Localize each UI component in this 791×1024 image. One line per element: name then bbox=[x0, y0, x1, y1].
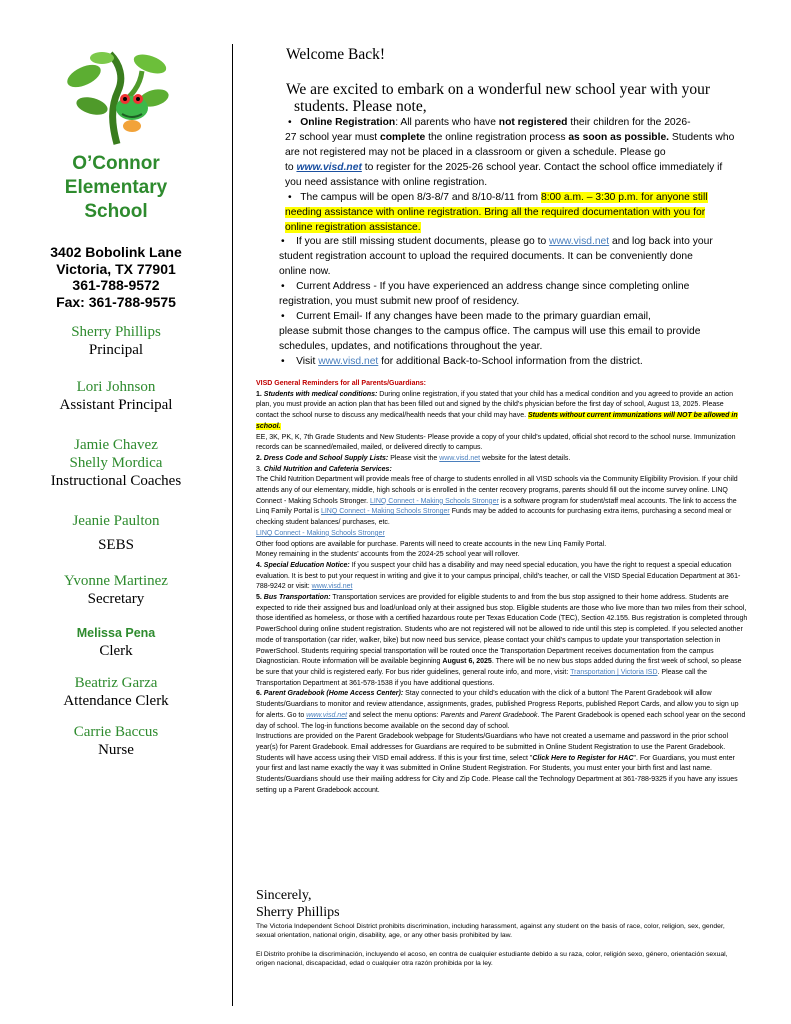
reminder-gradebook-instructions bbox=[256, 732, 748, 796]
reminder-medical bbox=[256, 390, 748, 433]
text: is a software program for student/staff meal accounts. The link to access the Linq Family Portal is bbox=[256, 497, 737, 516]
text: Current Address - If you have experienced an address change since completing online bbox=[296, 281, 690, 292]
intro-line-2: students. Please note, bbox=[294, 98, 427, 115]
bullet-dot: • bbox=[281, 281, 285, 292]
staff-attendance-clerk bbox=[0, 674, 232, 710]
staff-name: Shelly Mordica bbox=[69, 455, 163, 471]
staff-name: Melissa Pena bbox=[76, 626, 156, 640]
reminder-title: Bus Transportation: bbox=[263, 594, 331, 602]
staff-sebs bbox=[0, 512, 232, 554]
staff-role: Instructional Coaches bbox=[50, 473, 182, 489]
highlight-text: needing assistance with online registration. Bring all the required documentation with you for bbox=[285, 207, 706, 218]
bullet-text-line: online now. bbox=[279, 266, 331, 277]
transportation-link[interactable]: Transportation | Victoria ISD bbox=[570, 668, 658, 676]
reminder-title: Child Nutrition and Cafeteria Services: bbox=[263, 465, 392, 473]
highlight-text: 8:00 a.m. – 3:30 p.m. for anyone still bbox=[540, 192, 708, 203]
text: ". For Guardians, you must enter your first and last name exactly the way it was submitted in Online Student Registration. For Students, you must enter your birth first and last name. Students/Guardians should use their mailing address for City and Zip Code. Please call the Technology Department at 361-788-9325 if you have any issues setting up a Parent Gradebook account. bbox=[256, 754, 738, 794]
disclaimer-spanish: El Distrito prohíbe la discriminación, incluyendo el acoso, en contra de cualquier estudiante debido a su raza, color, religión sexo, género, orientación sexual, origen nacional, discapacidad, edad o cualquier otra razón prohibida por la ley. bbox=[256, 951, 728, 967]
text: 27 school year must bbox=[285, 132, 381, 143]
text: Stay connected to your child’s education with the click of a button! The Parent Gradebook will allow Students/Guardians to monitor and review attendance, assignments, grades, published Progress Reports, published Report Cards, and allow you to sign up for alerts. Go to bbox=[256, 690, 739, 719]
bullet-online-registration bbox=[288, 115, 748, 130]
staff-name: Jeanie Paulton bbox=[72, 513, 160, 529]
highlight-text: online registration assistance. bbox=[285, 222, 421, 233]
school-name-line: School bbox=[84, 201, 148, 222]
reminder-number: 2. bbox=[256, 454, 264, 462]
bullet-label: Online Registration bbox=[300, 117, 396, 128]
reminder-dress-code bbox=[256, 454, 748, 465]
staff-name: Lori Johnson bbox=[76, 379, 156, 395]
visd-link[interactable]: www.visd.net bbox=[311, 583, 353, 591]
highlight-text: Students without current immunizations will NOT be allowed in school. bbox=[256, 412, 738, 430]
visd-link[interactable]: www.visd.net bbox=[296, 162, 362, 173]
visd-link[interactable]: www.visd.net bbox=[318, 356, 379, 367]
reminder-number: 4. bbox=[256, 561, 264, 569]
reminder-nutrition-food: Other food options are available for purchase. Parents will need to create accounts in the new Linq Family Portal. bbox=[256, 540, 607, 548]
text: : All parents who have bbox=[395, 117, 499, 128]
reminder-number: 1. bbox=[256, 390, 264, 398]
visd-link[interactable]: www.visd.net bbox=[306, 711, 348, 719]
address-fax: Fax: 361-788-9575 bbox=[56, 293, 176, 310]
bullet-text-line bbox=[285, 130, 755, 145]
text: and select the menu options: bbox=[347, 711, 441, 719]
staff-name: Yvonne Martinez bbox=[64, 573, 168, 589]
reminder-number: 5. bbox=[256, 594, 264, 602]
staff-name: Jamie Chavez bbox=[74, 437, 158, 453]
bullet-missing-documents bbox=[281, 234, 751, 249]
bullet-visit-site bbox=[281, 354, 751, 369]
district-reminders bbox=[256, 379, 748, 796]
text: . The Parent Gradebook is opened each school year on the second day of school. The log-in functions become available on the second day of school. bbox=[256, 711, 746, 730]
reminder-shot-records: EE, 3K, PK, K, 7th Grade Students and New Students- Please provide a copy of your child’s updated, official shot record to the school nurse. Immunization records can be scanned/emailed, mailed, or delivered directly to campus. bbox=[256, 433, 736, 452]
disclaimer-english: The Victoria Independent School District prohibits discrimination, including harassment, against any student on the basis of race, color, religion, sex, gender, sexual orientation, national origin, disability, age, or any other basis prohibited by law. bbox=[256, 923, 725, 939]
sidebar bbox=[0, 0, 232, 1024]
text: . There will be no new bus stops added during the first week of school, so please be sure that your child is registered early. For bus rider guidelines, general route info, and more, visit: bbox=[256, 658, 742, 676]
reminder-number: 3. bbox=[256, 465, 264, 473]
staff-role: Attendance Clerk bbox=[63, 693, 169, 709]
linq-link[interactable]: LINQ Connect - Making Schools Stronger bbox=[320, 508, 450, 516]
staff-role: Assistant Principal bbox=[59, 397, 173, 413]
text: to register for the 2025-26 school year. Contact the school office immediately if bbox=[361, 162, 723, 173]
address-phone: 361-788-9572 bbox=[72, 277, 160, 293]
staff-secretary bbox=[0, 572, 232, 608]
staff-nurse bbox=[0, 723, 232, 759]
text: Funds may be added to accounts for purchasing extra items, purchasing a second meal or checking student balances/ purchases, etc. bbox=[256, 508, 732, 527]
signer-name: Sherry Phillips bbox=[256, 905, 340, 920]
bullet-text-line: schedules, updates, and notifications throughout the year. bbox=[279, 341, 543, 352]
reminder-gradebook bbox=[256, 689, 748, 732]
text: If you suspect your child has a disability and may need special education, you have the right to request a special education evaluation. It is best to put your request in writing and give it to your campus principal, child’s teacher, or call the VISD Special Education Department at 361-788-9242 or visit: bbox=[256, 561, 741, 591]
bullet-dot: • bbox=[281, 311, 285, 322]
staff-assistant-principal bbox=[0, 378, 232, 414]
bullet-current-email bbox=[281, 309, 751, 324]
staff-role: Secretary bbox=[87, 591, 145, 607]
reminder-title: Dress Code and School Supply Lists: bbox=[263, 454, 389, 462]
staff-name: Sherry Phillips bbox=[71, 324, 161, 340]
bullet-text-line: you need assistance with online registration. bbox=[285, 177, 488, 188]
text-italic: Parents bbox=[440, 711, 465, 719]
text: Current Email- If any changes have been made to the primary guardian email, bbox=[296, 311, 651, 322]
visd-link[interactable]: www.visd.net bbox=[549, 236, 610, 247]
bullet-text-line bbox=[285, 160, 755, 175]
greeting: Welcome Back! bbox=[286, 46, 386, 63]
staff-role: Principal bbox=[88, 342, 144, 358]
school-address bbox=[0, 244, 232, 310]
reminder-nutrition-link bbox=[256, 529, 748, 540]
text-bold: August 6, 2025 bbox=[442, 658, 492, 666]
text-bold-italic: Click Here to Register for HAC bbox=[532, 754, 634, 762]
reminders-heading: VISD General Reminders for all Parents/Guardians: bbox=[256, 380, 426, 387]
column-divider bbox=[232, 44, 233, 1006]
text-bold: complete bbox=[380, 132, 426, 143]
school-name bbox=[0, 152, 232, 224]
frog-vine-logo bbox=[62, 46, 172, 146]
staff-instructional-coaches bbox=[0, 436, 232, 490]
text: and bbox=[464, 711, 481, 719]
reminder-special-education bbox=[256, 561, 748, 593]
text: . Please call the Transportation Department at 361-578-1538 if you have additional questions. bbox=[256, 668, 707, 687]
text: their children for the 2026- bbox=[567, 117, 691, 128]
address-street: 3402 Bobolink Lane bbox=[50, 244, 182, 260]
bullet-campus-open bbox=[288, 190, 748, 205]
staff-clerk bbox=[0, 624, 232, 660]
linq-link[interactable]: LINQ Connect - Making Schools Stronger bbox=[370, 497, 499, 505]
staff-name: Carrie Baccus bbox=[73, 724, 159, 740]
school-name-line: O’Connor bbox=[72, 153, 160, 174]
bullet-dot: • bbox=[281, 236, 285, 247]
text: Please visit the bbox=[388, 454, 440, 462]
reminder-nutrition-heading bbox=[256, 465, 748, 476]
text: for additional Back-to-School information from the district. bbox=[378, 356, 643, 367]
text: the online registration process bbox=[425, 132, 569, 143]
text: Transportation services are provided for eligible students to and from the bus stop assigned to their home address. Students are expected to ride their assigned bus and load/unload only at their assigned bus stop. Eligible students are those who live more than two miles from their school, those identified as homeless, or those with a certified hazardous route per Texas Education Code (TEC), Section 42.155. Bus registration is completed through PowerSchool during online student registration. Students who are not registered will not be allowed to ride until this step is completed. If you selected another mode of transportation (car rider, walker, bike) but now need bus service, please contact your child’s campus to update your transportation selection in PowerSchool. Students requiring special transportation will be routed once the Transportation Department receives documentation from the campus Diagnostician. Route information will be available beginning bbox=[256, 594, 748, 666]
visd-link[interactable]: www.visd.net bbox=[439, 454, 481, 462]
staff-name: Beatriz Garza bbox=[74, 675, 158, 691]
text-italic: Parent Gradebook bbox=[480, 711, 538, 719]
address-city: Victoria, TX 77901 bbox=[56, 260, 176, 277]
bullet-text-line: registration, you must submit new proof of residency. bbox=[279, 296, 520, 307]
text-bold: as soon as possible. bbox=[568, 132, 670, 143]
bullet-text-line: student registration account to upload the required documents. It can be conveniently done bbox=[279, 251, 693, 262]
text: Instructions are provided on the Parent Gradebook webpage for Students/Guardians who have not created a username and password in the prior school year(s) for Parent Gradebook. Email addresses for Guardians are required to be submitted in Online Student Registration to use the Parent Gradebook. Students will have access using their VISD email address. If this is your first time, select " bbox=[256, 733, 729, 762]
reminder-bus bbox=[256, 593, 748, 689]
intro-line-1: We are excited to embark on a wonderful new school year with your bbox=[286, 81, 710, 98]
text: to bbox=[285, 162, 297, 173]
bullet-text-line: please submit those changes to the campus office. The campus will use this email to provide bbox=[279, 326, 701, 337]
bullet-dot: • bbox=[288, 117, 292, 128]
reminder-nutrition bbox=[256, 475, 748, 529]
reminder-number: 6. bbox=[256, 690, 264, 698]
text: Visit bbox=[296, 356, 319, 367]
text: The Child Nutrition Department will provide meals free of charge to students enrolled in all VISD schools via the Community Eligibility Provision. If your child attends any of our elementary, middle, high schools or is enrolled in the center recovery programs, parents should fill out the income survey online. LINQ Connect - Making Schools Stronger. bbox=[256, 476, 738, 505]
reminder-nutrition-rollover: Money remaining in the students’ accounts from the 2024-25 school year will rollover. bbox=[256, 551, 520, 559]
bullet-text-line bbox=[285, 205, 755, 220]
bullet-current-address bbox=[281, 279, 751, 294]
school-name-line: Elementary bbox=[64, 177, 168, 198]
text: If you are still missing student documents, please go to bbox=[296, 236, 550, 247]
text: website for the latest details. bbox=[480, 454, 571, 462]
bullet-dot: • bbox=[281, 356, 285, 367]
linq-link[interactable]: LINQ Connect - Making Schools Stronger bbox=[256, 529, 385, 537]
bullet-text-line bbox=[285, 220, 755, 235]
sign-off: Sincerely, bbox=[256, 888, 312, 903]
text: During online registration, if you stated that your child has a medical condition and you agreed to provide an action plan, you must provide an action plan that has been filled out and signed by the child’s physician before the first day of school, August 13, 2025. Please contact the school nurse to discuss any medical/health needs that your child may have. bbox=[256, 390, 734, 420]
bullet-dot: • bbox=[288, 192, 292, 203]
reminder-title: Special Education Notice: bbox=[263, 561, 350, 569]
text: and log back into your bbox=[609, 236, 713, 247]
text: Students who bbox=[669, 132, 735, 143]
reminder-title: Parent Gradebook (Home Access Center): bbox=[263, 690, 404, 698]
reminder-title: Students with medical conditions: bbox=[263, 390, 378, 398]
staff-principal bbox=[0, 323, 232, 359]
staff-role: Nurse bbox=[98, 742, 134, 758]
staff-role: SEBS bbox=[98, 537, 134, 553]
bullet-text-line: are not registered may not be placed in a classroom or given a schedule. Please go bbox=[285, 147, 666, 158]
text-bold: not registered bbox=[498, 117, 568, 128]
text: The campus will be open 8/3-8/7 and 8/10-8/11 from bbox=[300, 192, 541, 203]
staff-role: Clerk bbox=[99, 643, 133, 659]
